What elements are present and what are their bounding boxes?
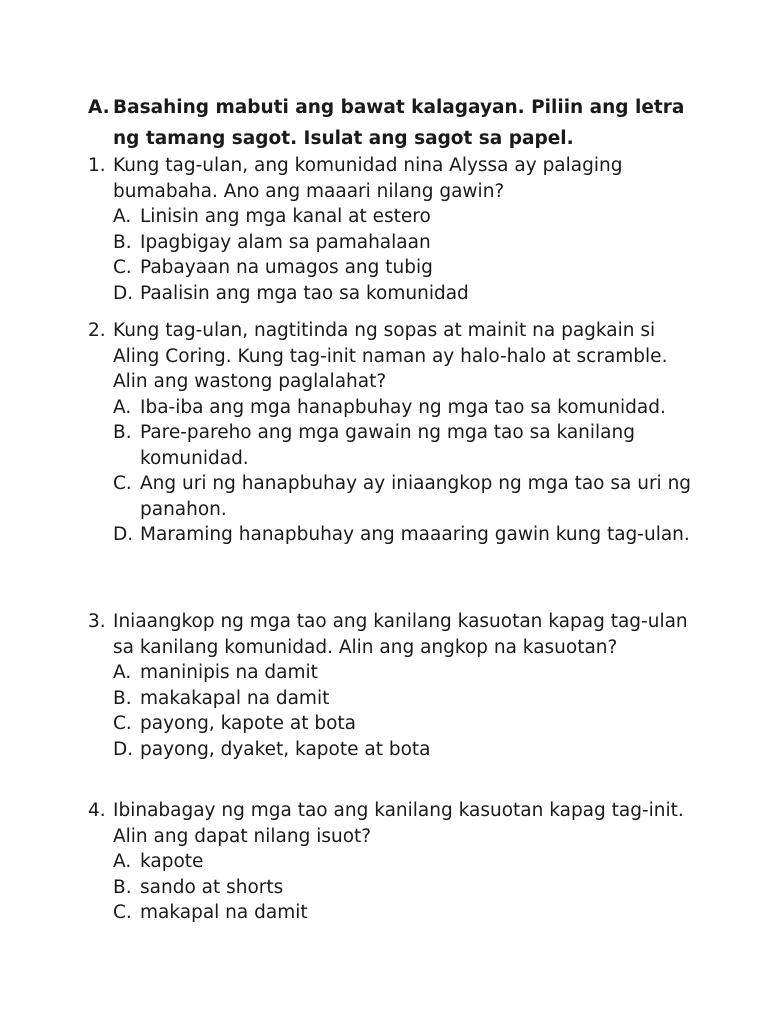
choice-b [113, 230, 698, 256]
question-1 [88, 153, 698, 306]
choice-label: C. [113, 473, 132, 494]
question-text: Ibinabagay ng mga tao ang kanilang kasuotan kapag tag-init. Alin ang dapat nilang isuot? [113, 800, 684, 847]
choice-b [113, 420, 698, 471]
choice-text: makapal na damit [140, 902, 308, 923]
choice-c [113, 711, 698, 737]
choice-label: D. [113, 524, 134, 545]
choice-text: sando at shorts [140, 876, 284, 898]
choice-a [113, 660, 698, 686]
choice-list [113, 660, 698, 762]
question-2 [88, 318, 698, 548]
choice-label: C. [113, 713, 132, 734]
choice-list [113, 204, 698, 306]
choice-text: Linisin ang mga kanal at estero [140, 206, 431, 227]
choice-a [113, 395, 698, 421]
question-text: Kung tag-ulan, ang komunidad nina Alyssa ay palaging bumabaha. Ano ang maaari nilang gawin? [113, 155, 623, 202]
choice-label: B. [113, 687, 132, 709]
choice-text: Iba-iba ang mga hanapbuhay ng mga tao sa komunidad. [140, 396, 666, 418]
choice-text: kapote [140, 851, 204, 872]
choice-d [113, 737, 698, 763]
choice-label: B. [113, 876, 132, 898]
choice-c [113, 255, 698, 281]
choice-list [113, 395, 698, 548]
choice-b [113, 875, 698, 901]
choice-label: B. [113, 422, 132, 443]
choice-d [113, 522, 698, 548]
choice-text: maninipis na damit [140, 662, 318, 683]
choice-label: C. [113, 257, 132, 278]
choice-a [113, 204, 698, 230]
choice-c [113, 900, 698, 926]
choice-label: A. [113, 662, 132, 683]
question-text: Kung tag-ulan, nagtitinda ng sopas at mainit na pagkain si Aling Coring. Kung tag-init naman ay halo-halo at scramble. Alin ang wastong paglalahat? [113, 320, 668, 392]
choice-label: D. [113, 738, 134, 760]
choice-label: A. [113, 396, 132, 418]
choice-text: payong, dyaket, kapote at bota [140, 738, 431, 760]
question-number: 2. [88, 320, 106, 341]
question-text: Iniaangkop ng mga tao ang kanilang kasuotan kapag tag-ulan sa kanilang komunidad. Alin ang angkop na kasuotan? [113, 611, 688, 658]
instructions [88, 92, 708, 154]
choice-b [113, 686, 698, 712]
question-4 [88, 798, 698, 926]
choice-text: Paalisin ang mga tao sa komunidad [140, 282, 469, 304]
choice-d [113, 281, 698, 307]
choice-text: Ipagbigay alam sa pamahalaan [140, 231, 431, 253]
choice-text: Pabayaan na umagos ang tubig [140, 257, 433, 278]
choice-a [113, 849, 698, 875]
choice-text: makakapal na damit [140, 687, 330, 709]
choice-label: A. [113, 206, 132, 227]
choice-label: A. [113, 851, 132, 872]
choice-label: D. [113, 282, 134, 304]
choice-text: payong, kapote at bota [140, 713, 357, 734]
choice-list [113, 849, 698, 926]
choice-text: Ang uri ng hanapbuhay ay iniaangkop ng mga tao sa uri ng panahon. [140, 473, 692, 520]
choice-label: C. [113, 902, 132, 923]
question-number: 3. [88, 611, 106, 632]
instructions-text: Basahing mabuti ang bawat kalagayan. Piliin ang letra ng tamang sagot. Isulat ang sagot sa papel. [113, 97, 685, 149]
instructions-label: A. [88, 97, 110, 118]
choice-text: Pare-pareho ang mga gawain ng mga tao sa kanilang komunidad. [140, 422, 635, 469]
question-3 [88, 609, 698, 762]
question-number: 4. [88, 800, 106, 821]
choice-text: Maraming hanapbuhay ang maaaring gawin kung tag-ulan. [140, 524, 690, 545]
choice-label: B. [113, 231, 132, 253]
question-number: 1. [88, 155, 106, 176]
choice-c [113, 471, 698, 522]
